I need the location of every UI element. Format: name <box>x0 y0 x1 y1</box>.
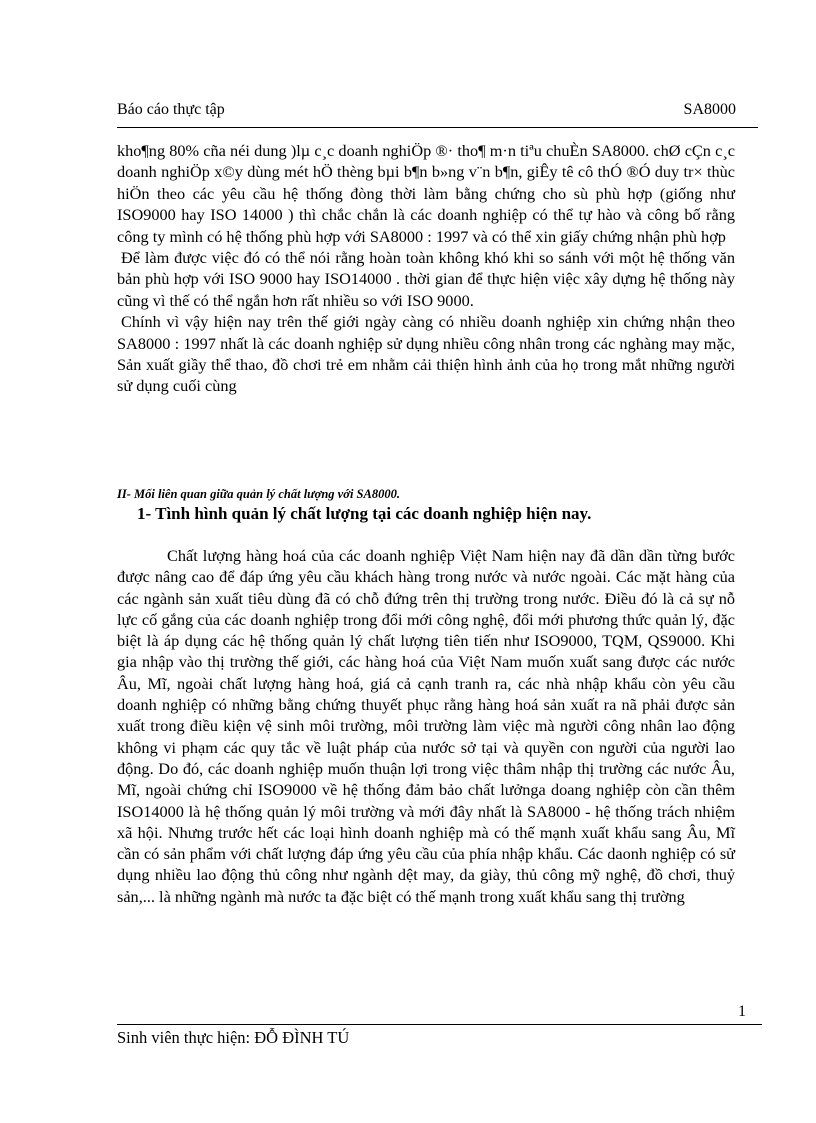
intro-text <box>117 140 735 397</box>
intro-paragraph-1: kho¶ng 80% cña néi dung )lµ c¸c doanh nghiÖp ®· tho¶ m·n tiªu chuÈn SA8000. chØ cÇn c¸c doanh nghiÖp x©y dùng mét hÖ thèng bµi b¶n b»ng v¨n b¶n, giÊy tê cô thÓ ®Ó duy tr× thùc hiÖn theo các yêu cầu hệ thống đòng thời làm bằng chứng cho sù phù hợp (giống như ISO9000 hay ISO 14000 ) thì chắc chắn là các doanh nghiệp có thể tự hào và công bố rằng công ty mình có hệ thống phù hợp với SA8000 : 1997 và có thể xin giấy chứng nhận phù hợp <box>117 141 735 246</box>
section-paragraph-1: Chất lượng hàng hoá của các doanh nghiệp Việt Nam hiện nay đã dần dần từng bước được nâng cao để đáp ứng yêu cầu khách hàng trong nước và nước ngoài. Các mặt hàng của các ngành sản xuất tiêu dùng đã có chỗ đứng trên thị trường trong nước. Điều đó là cả sự nỗ lực cố gắng của các doanh nghiệp trong đổi mới công nghệ, đổi mới phương thức quản lý, đặc biệt là áp dụng các hệ thống quản lý chất lượng tiên tiến như ISO9000, TQM, QS9000. Khi gia nhập vào thị trường thế giới, các hàng hoá của Việt Nam muốn xuất sang được các nước Âu, Mĩ, ngoài chất lượng hàng hoá, giá cả cạnh tranh ra, các nhà nhập khẩu còn yêu cầu doanh nghiệp có những bằng chứng thuyết phục rằng hàng hoá sản xuất ra nã phải được sản xuất trong điều kiện vệ sinh môi trường, môi trường làm việc mà người công nhân lao động không vi phạm các quy tắc về luật pháp của nước sở tại và quyền con người của người lao động. Do đó, các doanh nghiệp muốn thuận lợi trong việc thâm nhập thị trường các nước Âu, Mĩ, ngoài chứng chỉ ISO9000 về hệ thống đảm bảo chất lưởnga doang nghiệp còn cần thêm ISO14000 là hệ thống quản lý môi trường và mới đây nhất là SA8000 - hệ thống trách nhiệm xã hội. Nhưng trước hết các loại hình doanh nghiệp mà có thế mạnh xuất khẩu sang Âu, Mĩ cần có sản phẩm với chất lượng đáp ứng yêu cầu của phía nhập khẩu. Các daonh nghiệp có sử dụng nhiều lao động thủ công như ngành dệt may, da giày, thủ công mỹ nghệ, đồ chơi, thuỷ sản,... là những ngành mà nước ta đặc biệt có thế mạnh trong xuất khẩu sang thị trường <box>117 546 735 906</box>
footer-divider <box>117 1024 762 1025</box>
intro-paragraph-3: Chính vì vậy hiện nay trên thế giới ngày càng có nhiều doanh nghiệp xin chứng nhận theo SA8000 : 1997 nhất là các doanh nghiệp sử dụng nhiều công nhân trong các nghàng may mặc, Sản xuất giầy thể thao, đồ chơi trẻ em nhằm cải thiện hình ảnh của họ trong mắt những người sử dụng cuối cùng <box>117 312 735 396</box>
page-header <box>117 99 758 128</box>
page-number: 1 <box>738 1003 746 1020</box>
section-text <box>117 545 735 907</box>
intro-paragraph-2: Để làm được việc đó có thể nói rằng hoàn toàn không khó khi so sánh với một hệ thống văn bản phù hợp với ISO 9000 hay ISO14000 . thời gian để thực hiện việc xây dựng hệ thống này cũng vì thế có thể ngắn hơn rất nhiều so với ISO 9000. <box>117 248 735 310</box>
footer-author: Sinh viên thực hiện: ĐỖ ĐÌNH TÚ <box>117 1028 350 1047</box>
header-title: Báo cáo thực tập <box>117 101 225 118</box>
subsection-title: 1- Tình hình quản lý chất lượng tại các doanh nghiệp hiện nay. <box>137 504 592 523</box>
section-title: II- Mối liên quan giữa quản lý chất lượng với SA8000. <box>117 487 400 501</box>
header-code: SA8000 <box>683 101 736 118</box>
